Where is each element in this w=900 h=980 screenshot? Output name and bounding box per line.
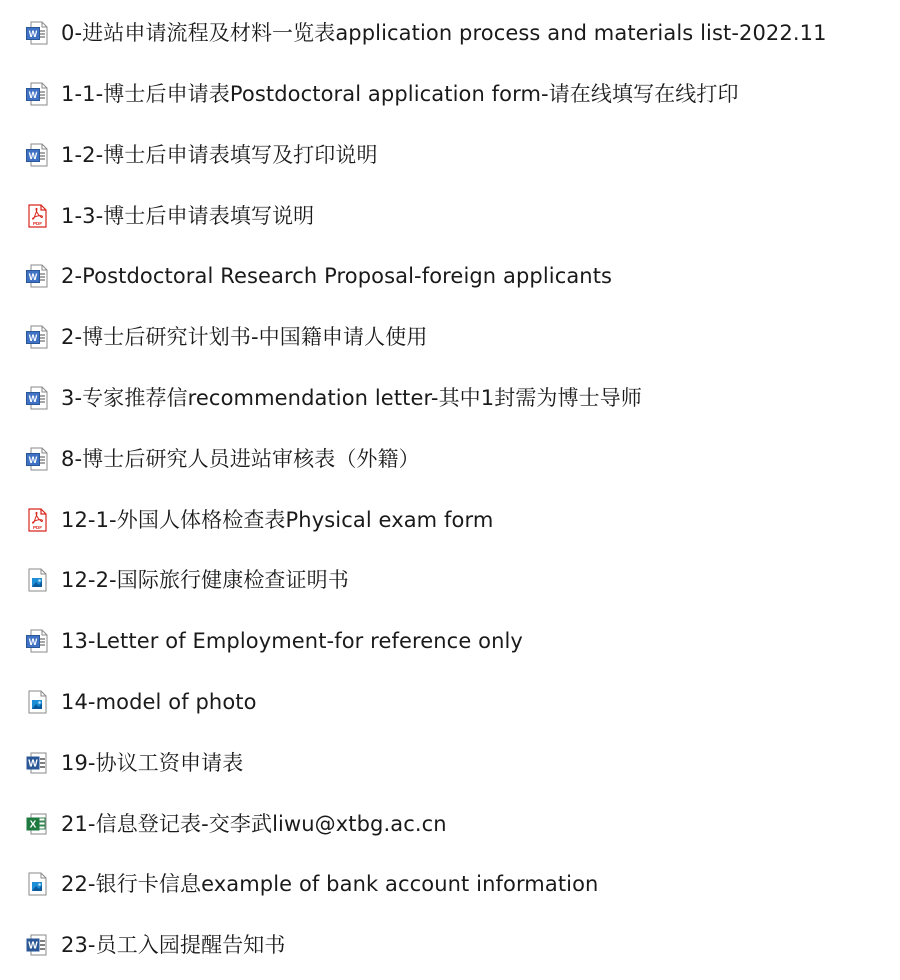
image-file-icon — [26, 690, 48, 714]
file-item-5[interactable] — [26, 317, 427, 357]
image-file-icon — [26, 872, 48, 896]
word-doc-icon — [26, 264, 48, 288]
file-name: 12-1-外国人体格检查表Physical exam form — [61, 508, 494, 532]
file-name: 8-博士后研究人员进站审核表（外籍） — [61, 447, 420, 471]
svg-text:W: W — [28, 637, 38, 647]
file-name: 14-model of photo — [61, 690, 257, 714]
image-file-icon — [26, 568, 48, 592]
file-name: 19-协议工资申请表 — [61, 751, 244, 775]
word-doc-icon — [26, 82, 48, 106]
file-name: 23-员工入园提醒告知书 — [61, 933, 286, 957]
word-docx-icon — [26, 933, 48, 957]
svg-text:W: W — [28, 394, 38, 404]
word-doc-icon — [26, 325, 48, 349]
svg-text:W: W — [28, 333, 38, 343]
file-item-9[interactable] — [26, 560, 349, 600]
file-item-12[interactable] — [26, 743, 243, 783]
file-item-2[interactable] — [26, 135, 378, 175]
svg-text:X: X — [29, 819, 37, 831]
file-item-8[interactable] — [26, 500, 493, 540]
excel-icon — [26, 812, 48, 836]
file-item-0[interactable] — [26, 13, 827, 53]
pdf-icon — [26, 508, 48, 532]
pdf-icon — [26, 204, 48, 228]
file-name: 0-进站申请流程及材料一览表application process and materials list-2022.11 — [61, 21, 827, 45]
file-name: 21-信息登记表-交李武liwu@xtbg.ac.cn — [61, 812, 447, 836]
svg-text:W: W — [28, 272, 38, 282]
file-item-15[interactable] — [26, 925, 286, 965]
file-name: 22-银行卡信息example of bank account information — [61, 872, 599, 896]
file-item-6[interactable] — [26, 378, 642, 418]
word-doc-icon — [26, 21, 48, 45]
file-item-7[interactable] — [26, 439, 420, 479]
file-item-10[interactable] — [26, 621, 523, 661]
word-doc-icon — [26, 447, 48, 471]
file-item-1[interactable] — [26, 74, 739, 114]
svg-text:W: W — [28, 758, 38, 770]
file-name: 3-专家推荐信recommendation letter-其中1封需为博士导师 — [61, 386, 642, 410]
file-item-4[interactable] — [26, 256, 612, 296]
file-name: 2-博士后研究计划书-中国籍申请人使用 — [61, 325, 428, 349]
file-item-13[interactable] — [26, 804, 447, 844]
svg-text:PDF: PDF — [33, 525, 42, 530]
svg-text:W: W — [28, 455, 38, 465]
file-name: 1-1-博士后申请表Postdoctoral application form-请在线填写在线打印 — [61, 82, 739, 106]
word-docx-icon — [26, 751, 48, 775]
file-name: 12-2-国际旅行健康检查证明书 — [61, 568, 349, 592]
svg-text:W: W — [28, 940, 38, 952]
file-item-11[interactable] — [26, 682, 257, 722]
file-name: 2-Postdoctoral Research Proposal-foreign applicants — [61, 264, 613, 288]
svg-text:W: W — [28, 90, 38, 100]
file-name: 1-2-博士后申请表填写及打印说明 — [61, 143, 378, 167]
svg-text:PDF: PDF — [33, 221, 42, 226]
file-name: 13-Letter of Employment-for reference only — [61, 629, 523, 653]
word-doc-icon — [26, 629, 48, 653]
svg-text:W: W — [28, 29, 38, 39]
word-doc-icon — [26, 386, 48, 410]
file-item-14[interactable] — [26, 864, 598, 904]
file-name: 1-3-博士后申请表填写说明 — [61, 204, 315, 228]
word-doc-icon — [26, 143, 48, 167]
file-item-3[interactable] — [26, 196, 314, 236]
svg-text:W: W — [28, 151, 38, 161]
